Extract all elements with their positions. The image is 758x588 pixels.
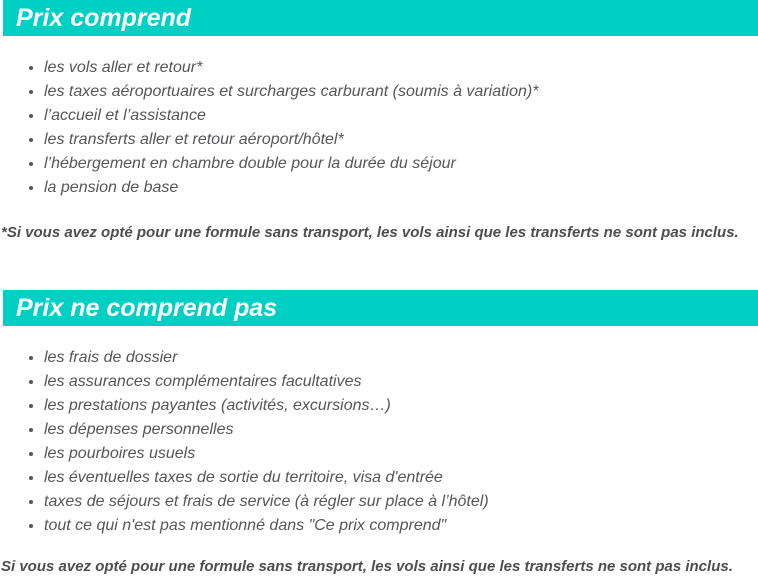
list-item: • les dépenses personnelles	[44, 418, 758, 442]
list-item: • les taxes aéroportuaires et surcharges carburant (soumis à variation)*	[44, 80, 758, 104]
section-price-excludes	[0, 290, 758, 576]
list-item: • les éventuelles taxes de sortie du territoire, visa d'entrée	[44, 466, 758, 490]
list-item: • les assurances complémentaires facultatives	[44, 370, 758, 394]
section-header-price-includes	[3, 0, 758, 36]
list-item: • les transferts aller et retour aéroport/hôtel*	[44, 128, 758, 152]
section-title: Prix comprend	[16, 4, 192, 32]
price-includes-list	[0, 56, 758, 200]
list-item: • taxes de séjours et frais de service (à régler sur place à l’hôtel)	[44, 490, 758, 514]
list-item: • tout ce qui n'est pas mentionné dans "Ce prix comprend"	[44, 514, 758, 538]
list-item: • les prestations payantes (activités, excursions…)	[44, 394, 758, 418]
section-title: Prix ne comprend pas	[16, 294, 278, 322]
transport-note: *Si vous avez opté pour une formule sans transport, les vols ainsi que les transferts ne sont pas inclus.	[1, 224, 739, 241]
transport-note: Si vous avez opté pour une formule sans transport, les vols ainsi que les transferts ne sont pas inclus.	[1, 558, 733, 575]
price-excludes-list	[0, 346, 758, 538]
list-item: • les pourboires usuels	[44, 442, 758, 466]
list-item: • l’accueil et l’assistance	[44, 104, 758, 128]
list-item: • l’hébergement en chambre double pour la durée du séjour	[44, 152, 758, 176]
section-price-includes	[0, 0, 758, 242]
list-item: • les frais de dossier	[44, 346, 758, 370]
list-item: • la pension de base	[44, 176, 758, 200]
section-header-price-excludes	[3, 290, 758, 326]
list-item: • les vols aller et retour*	[44, 56, 758, 80]
